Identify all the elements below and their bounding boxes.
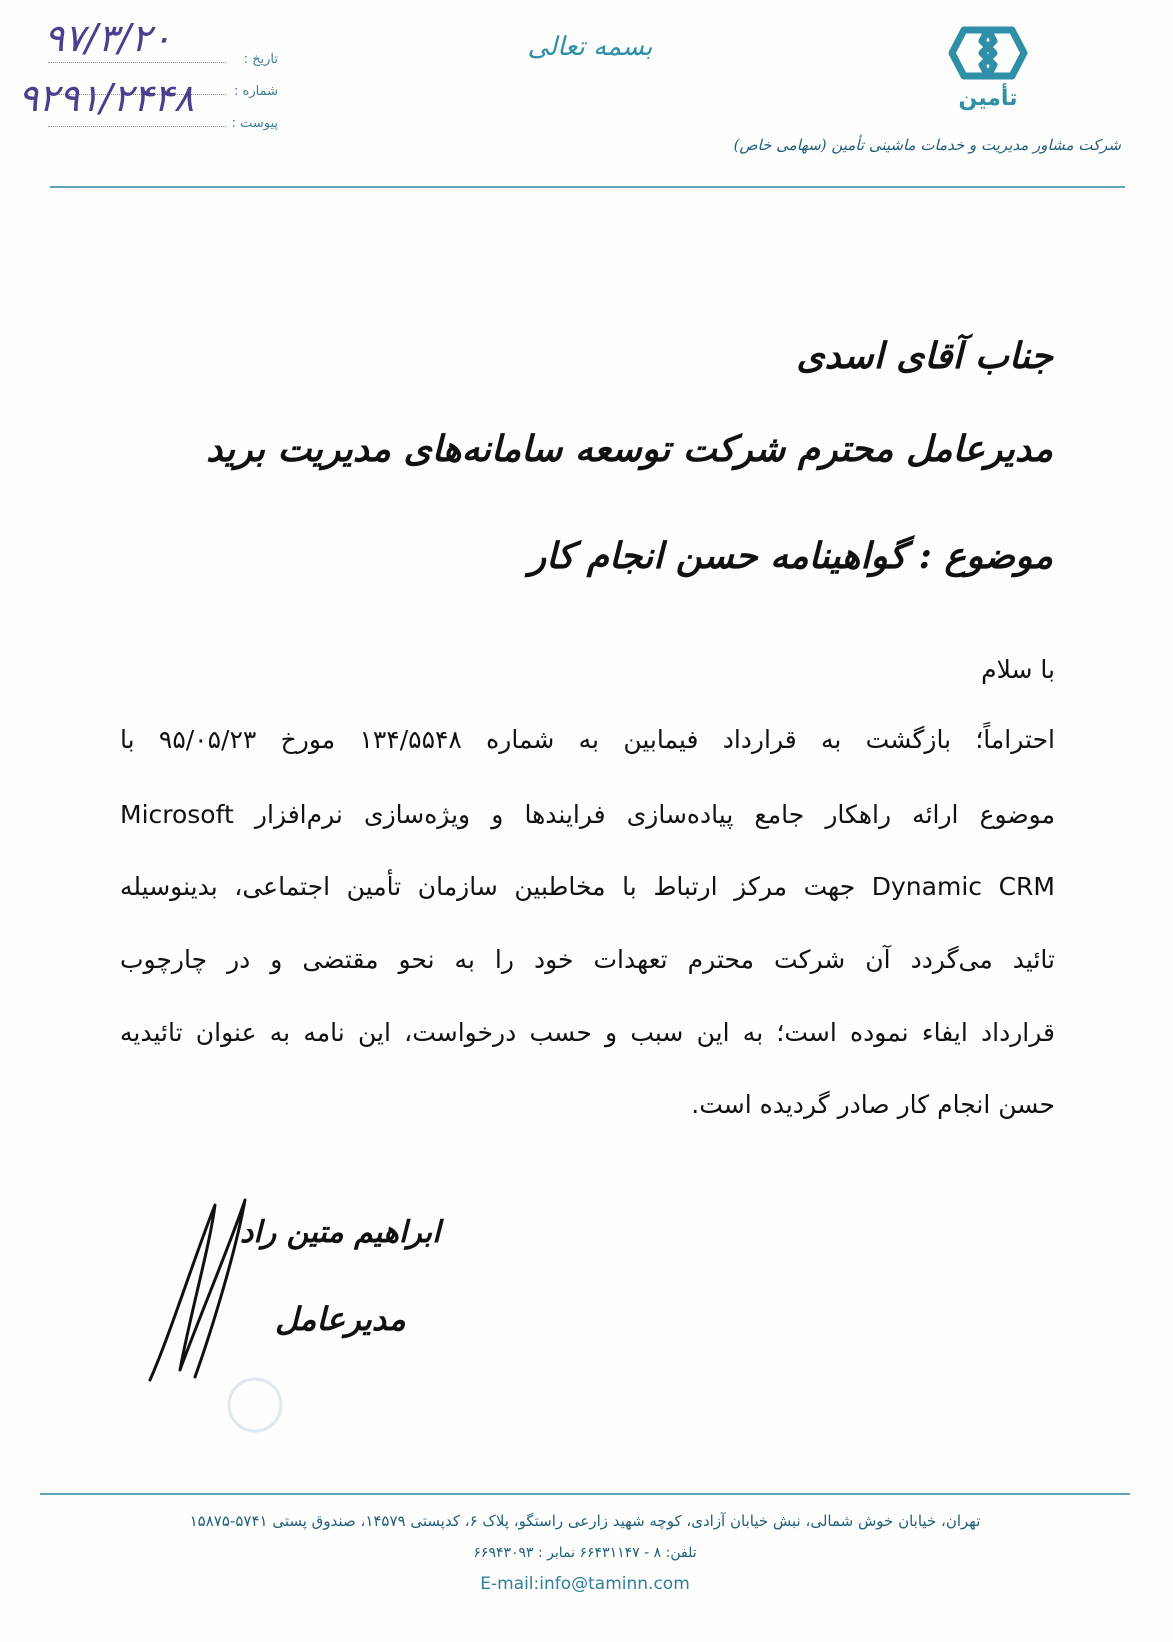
body-line: احتراماً؛ بازگشت به قرارداد فیمابین به شماره ۱۳۴/۵۵۴۸ مورخ ۹۵/۰۵/۲۳ با bbox=[120, 725, 1055, 754]
date-label: تاریخ : bbox=[243, 52, 278, 67]
number-label: شماره : bbox=[234, 84, 278, 99]
basmala: بسمه تعالی bbox=[527, 32, 653, 62]
recipient-title: مدیرعامل محترم شرکت توسعه سامانه‌های مدیریت برید bbox=[206, 428, 1053, 470]
footer-email: E-mail:info@taminn.com bbox=[480, 1574, 690, 1594]
header-divider bbox=[50, 186, 1125, 188]
company-name: شرکت مشاور مدیریت و خدمات ماشینی تأمین (سهامی خاص) bbox=[733, 136, 1121, 154]
attachment-dotted-line bbox=[48, 126, 226, 127]
attachment-label: پیوست : bbox=[231, 116, 278, 131]
footer-address: تهران، خیابان خوش شمالی، نبش خیابان آزادی، کوچه شهید زارعی راستگو، پلاک ۶، کدپستی ۱۴۵۷۹، صندوق پستی ۵۷۴۱-۱۵۸۷۵ bbox=[189, 1512, 981, 1530]
footer-phone: تلفن: ۸ - ۶۶۴۳۱۱۴۷ نمابر : ۶۶۹۴۳۰۹۳ bbox=[473, 1545, 697, 1561]
body-line: حسن انجام کار صادر گردیده است. bbox=[691, 1090, 1055, 1119]
body-line: Dynamic CRM جهت مرکز ارتباط با مخاطبین سازمان تأمین اجتماعی، بدینوسیله bbox=[120, 872, 1055, 901]
tamin-logo-icon bbox=[936, 18, 1040, 88]
company-logo bbox=[933, 18, 1043, 111]
recipient: جناب آقای اسدی bbox=[796, 335, 1053, 377]
meta-labels bbox=[226, 44, 278, 140]
subject: موضوع : گواهینامه حسن انجام کار bbox=[528, 535, 1053, 577]
handwritten-date: ۹۷/۳/۲۰ bbox=[44, 16, 172, 60]
body-line: تائید می‌گردد آن شرکت محترم تعهدات خود را به نحو مقتضی و در چارچوب bbox=[120, 945, 1055, 974]
faded-stamp-icon bbox=[210, 1375, 300, 1435]
footer-divider bbox=[40, 1493, 1130, 1495]
greeting: با سلام bbox=[981, 655, 1055, 684]
date-dotted-line bbox=[48, 62, 226, 63]
signer-title: مدیرعامل bbox=[275, 1300, 406, 1338]
signer-name: ابراهیم متین راد bbox=[240, 1215, 441, 1250]
handwritten-number: ۹۲۹۱/۲۴۴۸ bbox=[18, 76, 195, 120]
body-line: قرارداد ایفاء نموده است؛ به این سبب و حسب درخواست، این نامه به عنوان تائیدیه bbox=[120, 1018, 1055, 1047]
logo-text: تأمین bbox=[958, 86, 1018, 111]
body-line: موضوع ارائه راهکار جامع پیاده‌سازی فرایندها و ویژه‌سازی نرم‌افزار Microsoft bbox=[120, 800, 1055, 829]
